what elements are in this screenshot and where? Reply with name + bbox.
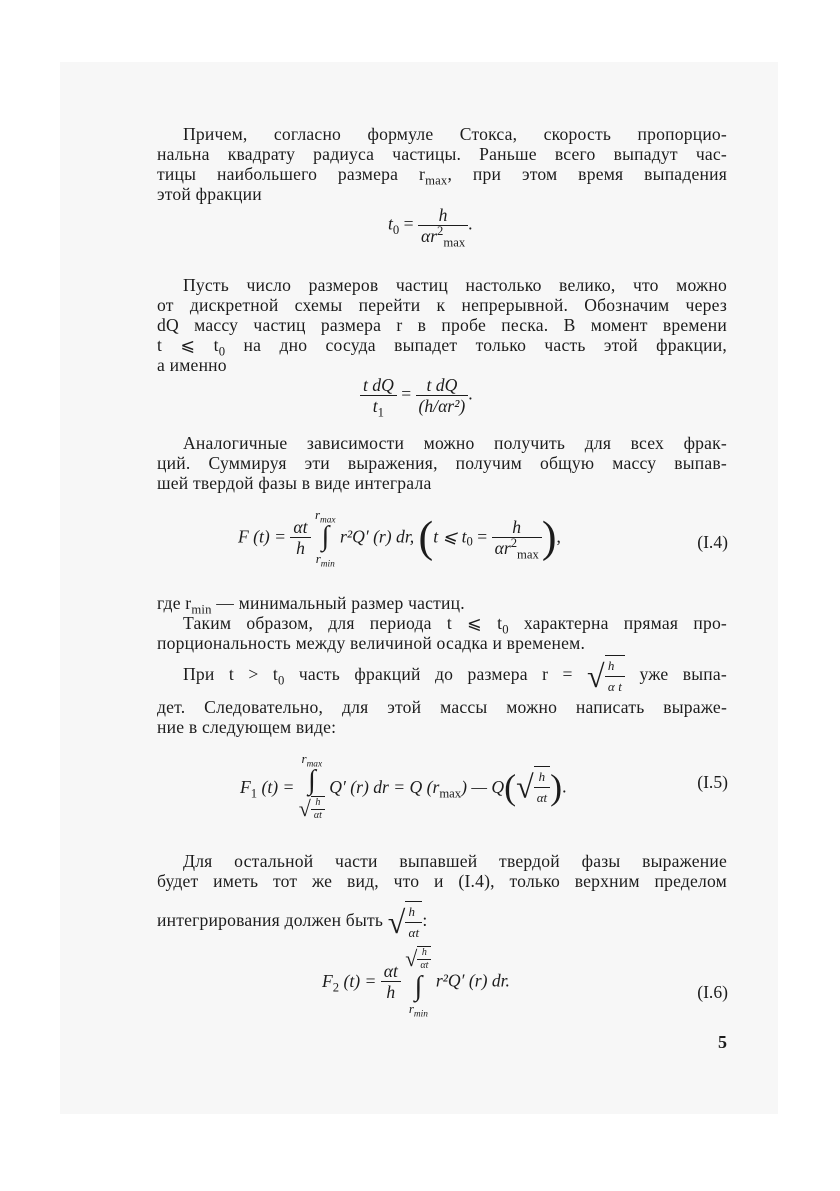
paragraph-5: Таким образом, для периода t ⩽ $t_0$ характерна прямая про- порциональность между величиной осадка и временем.	[157, 613, 727, 653]
p5-b: характерна прямая про-	[508, 613, 727, 633]
p2-line-3: dQ массу частиц размера r в пробе песка. В момент времени	[157, 315, 727, 335]
label-I5: (I.5)	[697, 772, 728, 792]
sqrt-inline-2: √ $\frac{h}{\alpha t}$	[388, 901, 423, 943]
p1-line-1: Причем, согласно формуле Стокса, скорость пропорцио-	[183, 124, 727, 144]
p6-c: уже выпа-	[625, 664, 727, 685]
t0-fraction: $\frac{h}{\alpha r^2_{max}}$	[418, 205, 468, 246]
paragraph-7	[157, 851, 727, 943]
I5-integral: $r_{max}$ ∫ √ $\frac{h}{\alpha t}$	[299, 752, 325, 822]
p2-line-1: Пусть число размеров частиц настолько велико, что можно	[183, 275, 727, 295]
p7-line-2: будет иметь тот же вид, что и (I.4), только верхним пределом	[157, 871, 727, 891]
paragraph-6: При $t > t_0$ часть фракций до размера r = √ $\frac{h}{\text{α t}}$ уже выпа- дет. Следовательно, для этой массы можно написать выраже- ние в следующем виде:	[157, 655, 727, 737]
I4-integral: $r_{max}$ ∫ $r_{min}$	[314, 507, 336, 570]
formula-I6: $F_2$ (t) = $\frac{\alpha t}{h}$ √ $\frac{h}{\alpha t}$ ∫ $r_{min}$ r²Q′ (r) dr.	[322, 946, 510, 1020]
p3-line-1: Аналогичные зависимости можно получить для всех фрак-	[183, 433, 727, 453]
p5-a: Таким образом, для периода t ⩽ t	[183, 613, 503, 633]
p7-line-3: интегрирования должен быть	[157, 910, 384, 931]
paragraph-1	[157, 124, 727, 204]
formula-t0: $t_0$ = $\frac{h}{\alpha r^2_{max}}$ .	[388, 205, 473, 250]
p6-a: При t > t	[183, 664, 278, 685]
paragraph-3	[157, 433, 727, 493]
I6-integral: √ $\frac{h}{\alpha t}$ ∫ $r_{min}$	[405, 946, 431, 1016]
p4-sub-min: min	[191, 602, 212, 617]
p5-line-2: порциональность между величиной осадка и временем.	[157, 633, 586, 653]
p2-line-4b: на дно сосуда выпадет только часть этой фракции,	[225, 335, 727, 355]
p4-a: где r	[157, 593, 192, 613]
p1-line-2: нальна квадрату радиуса частицы. Раньше всего выпадут час-	[157, 144, 727, 164]
p3-line-3: шей твердой фазы в виде интеграла	[157, 473, 432, 493]
label-I6: (I.6)	[697, 982, 728, 1002]
p1-line-4: этой фракции	[157, 184, 262, 204]
p2-line-4a: t ⩽ t	[157, 335, 219, 355]
p7-colon: :	[422, 910, 428, 931]
paragraph-4	[157, 593, 727, 617]
p1-sub-max: max	[425, 173, 448, 188]
formula-I4: F (t) = $\frac{\alpha t}{h}$ $r_{max}$ ∫ $r_{min}$ r²Q′ (r) dr, (t ⩽ $t_0$ = $\frac{h}{\alpha r^2_{max}}$ ),	[238, 507, 561, 570]
p6-b: часть фракций до размера r =	[284, 664, 573, 685]
paragraph-2: Пусть число размеров частиц настолько велико, что можно от дискретной схемы перейти к непрерывной. Обозначим через dQ массу частиц размера r в пробе песка. В момент времени t ⩽ $t_0$ на дно сосуда выпадет только часть этой фракции, а именно	[157, 275, 727, 375]
formula-I5: $F_1$ (t) = $r_{max}$ ∫ √ $\frac{h}{\alpha t}$ Q′ (r) dr = Q $(r_{max})$ — Q(√ $\frac{h}{\alpha t}$ ).	[240, 751, 567, 821]
p6-line-2: дет. Следовательно, для этой массы можно написать выраже-	[157, 697, 727, 717]
p1-line-3b: , при этом время выпадения	[447, 164, 727, 184]
p1-line-3a: тицы наибольшего размера r	[157, 164, 426, 184]
p4-b: — минимальный размер частиц.	[211, 593, 465, 613]
p2-line-5: а именно	[157, 355, 227, 375]
p7-line-1: Для остальной части выпавшей твердой фазы выражение	[183, 851, 727, 871]
p2-line-2: от дискретной схемы перейти к непрерывной. Обозначим через	[157, 295, 727, 315]
label-I4: (I.4)	[697, 532, 728, 552]
p6-line-3: ние в следующем виде:	[157, 717, 337, 737]
formula-ratio: $\frac{\text{t dQ}}{t_1}$ = $\frac{\text{t dQ}}{\text{(h/αr²)}}$ .	[360, 375, 473, 416]
p3-line-2: ций. Суммируя эти выражения, получим общую массу выпав-	[157, 453, 727, 473]
page-number: 5	[718, 1032, 727, 1052]
sqrt-inline-1: √ $\frac{h}{\text{α t}}$	[587, 655, 625, 697]
